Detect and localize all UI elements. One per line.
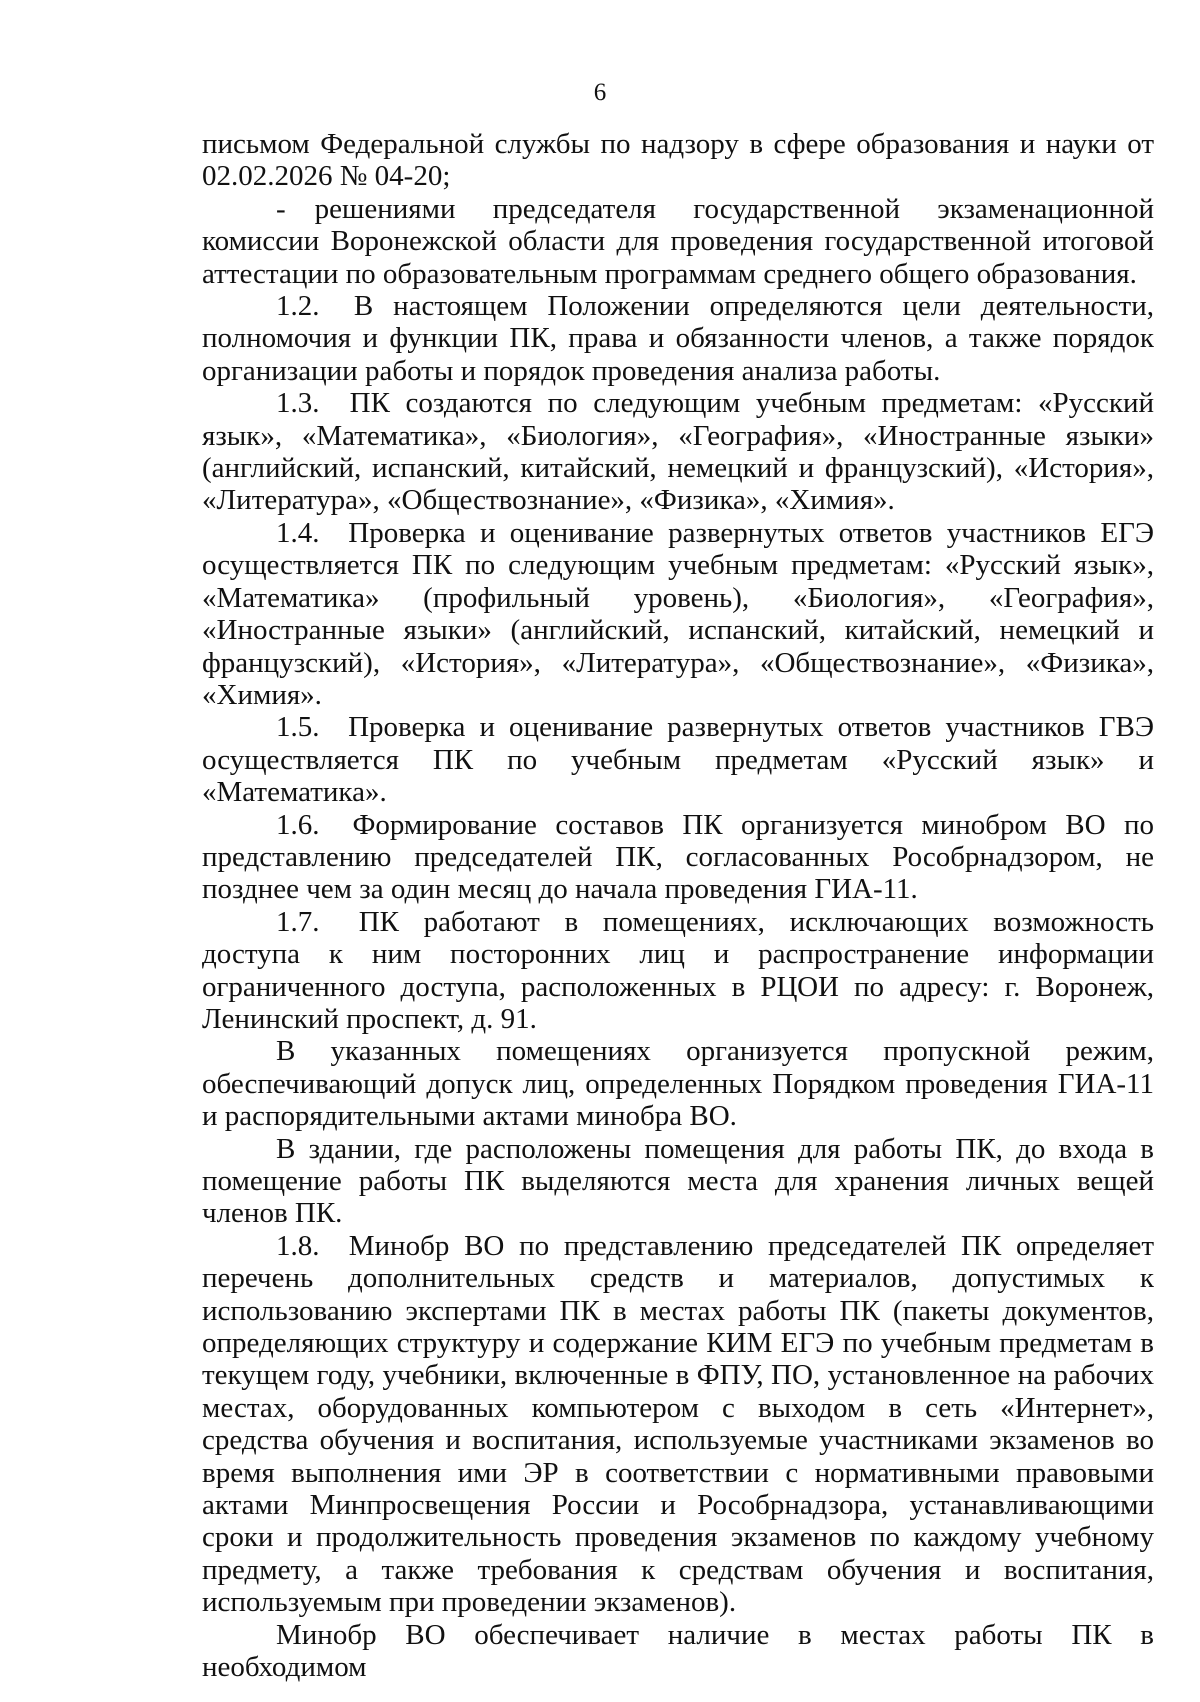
paragraph-text: В указанных помещениях организуется пропускной режим, обеспечивающий допуск лиц, определенных Порядком проведения ГИА-11 и распорядительными актами минобра ВО. — [202, 1035, 1154, 1133]
clause-number: 1.8. — [276, 1229, 320, 1262]
clause-1-4 — [202, 517, 1154, 711]
document-body — [202, 128, 1154, 1684]
list-item-decisions — [202, 193, 1154, 290]
clause-number: 1.2. — [276, 290, 320, 323]
clause-number: 1.6. — [276, 808, 320, 841]
paragraph-continuation — [202, 1619, 1154, 1684]
clause-text: В настоящем Положении определяются цели деятельности, полномочия и функции ПК, права и обязанности членов, а также порядок организации работы и порядок проведения анализа работы. — [202, 290, 1154, 387]
clause-text: Проверка и оценивание развернутых ответов участников ГВЭ осуществляется ПК по учебным предметам «Русский язык» и «Математика». — [202, 711, 1154, 809]
clause-number: 1.4. — [276, 516, 320, 549]
paragraph-text: Минобр ВО обеспечивает наличие в местах работы ПК в необходимом — [202, 1618, 1154, 1684]
clause-text: Формирование составов ПК организуется минобром ВО по представлению председателей ПК, согласованных Рособрнадзором, не позднее чем за один месяц до начала проведения ГИА-11. — [202, 808, 1155, 906]
clause-number: 1.5. — [276, 711, 320, 744]
clause-1-8 — [202, 1230, 1154, 1619]
paragraph-letter-reference — [202, 128, 1154, 193]
paragraph-text: - решениями председателя государственной экзаменационной комиссии Воронежской области для проведения государственной итоговой аттестации по образовательным программам среднего общего образования. — [202, 192, 1154, 290]
clause-1-5 — [202, 711, 1154, 808]
clause-text: ПК создаются по следующим учебным предметам: «Русский язык», «Математика», «Биология», «География», «Иностранные языки» (английский, испанский, китайский, немецкий и французский), «История», «Литература», «Обществознание», «Физика», «Химия». — [202, 387, 1155, 517]
clause-text: Проверка и оценивание развернутых ответов участников ЕГЭ осуществляется ПК по следующим учебным предметам: «Русский язык», «Математика» (профильный уровень), «Биология», «География», «Иностранные языки» (английский, испанский, китайский, немецкий и французский), «История», «Литература», «Обществознание», «Физика», «Химия». — [202, 516, 1154, 711]
page-number: 6 — [593, 79, 607, 106]
paragraph-text: письмом Федеральной службы по надзору в сфере образования и науки от 02.02.2026 № 04-20; — [202, 128, 1154, 193]
paragraph-access-regime — [202, 1035, 1154, 1132]
clause-1-2 — [202, 290, 1154, 387]
clause-1-6 — [202, 809, 1154, 906]
paragraph-storage-places — [202, 1133, 1154, 1230]
clause-text: Минобр ВО по представлению председателей ПК определяет перечень дополнительных средств и материалов, допустимых к использованию экспертами ПК в местах работы ПК (пакеты документов, определяющих структуру и содержание КИМ ЕГЭ по учебным предметам в текущем году, учебники, включенные в ФПУ, ПО, установленное на рабочих местах, оборудованных компьютером с выходом в сеть «Интернет», средства обучения и воспитания, используемые участниками экзаменов во время выполнения ими ЭР в соответствии с нормативными правовыми актами Минпросвещения России и Рособрнадзора, устанавливающими сроки и продолжительность проведения экзаменов по каждому учебному предмету, а также требования к средствам обучения и воспитания, используемым при проведении экзаменов). — [202, 1229, 1154, 1619]
clause-text: ПК работают в помещениях, исключающих возможность доступа к ним посторонних лиц и распространение информации ограниченного доступа, расположенных в РЦОИ по адресу: г. Воронеж, Ленинский проспект, д. 91. — [202, 905, 1154, 1035]
clause-1-7 — [202, 906, 1154, 1036]
paragraph-text: В здании, где расположены помещения для работы ПК, до входа в помещение работы ПК выделяются места для хранения личных вещей членов ПК. — [202, 1132, 1154, 1230]
clause-number: 1.3. — [276, 387, 320, 420]
clause-number: 1.7. — [276, 905, 320, 938]
clause-1-3 — [202, 387, 1154, 517]
